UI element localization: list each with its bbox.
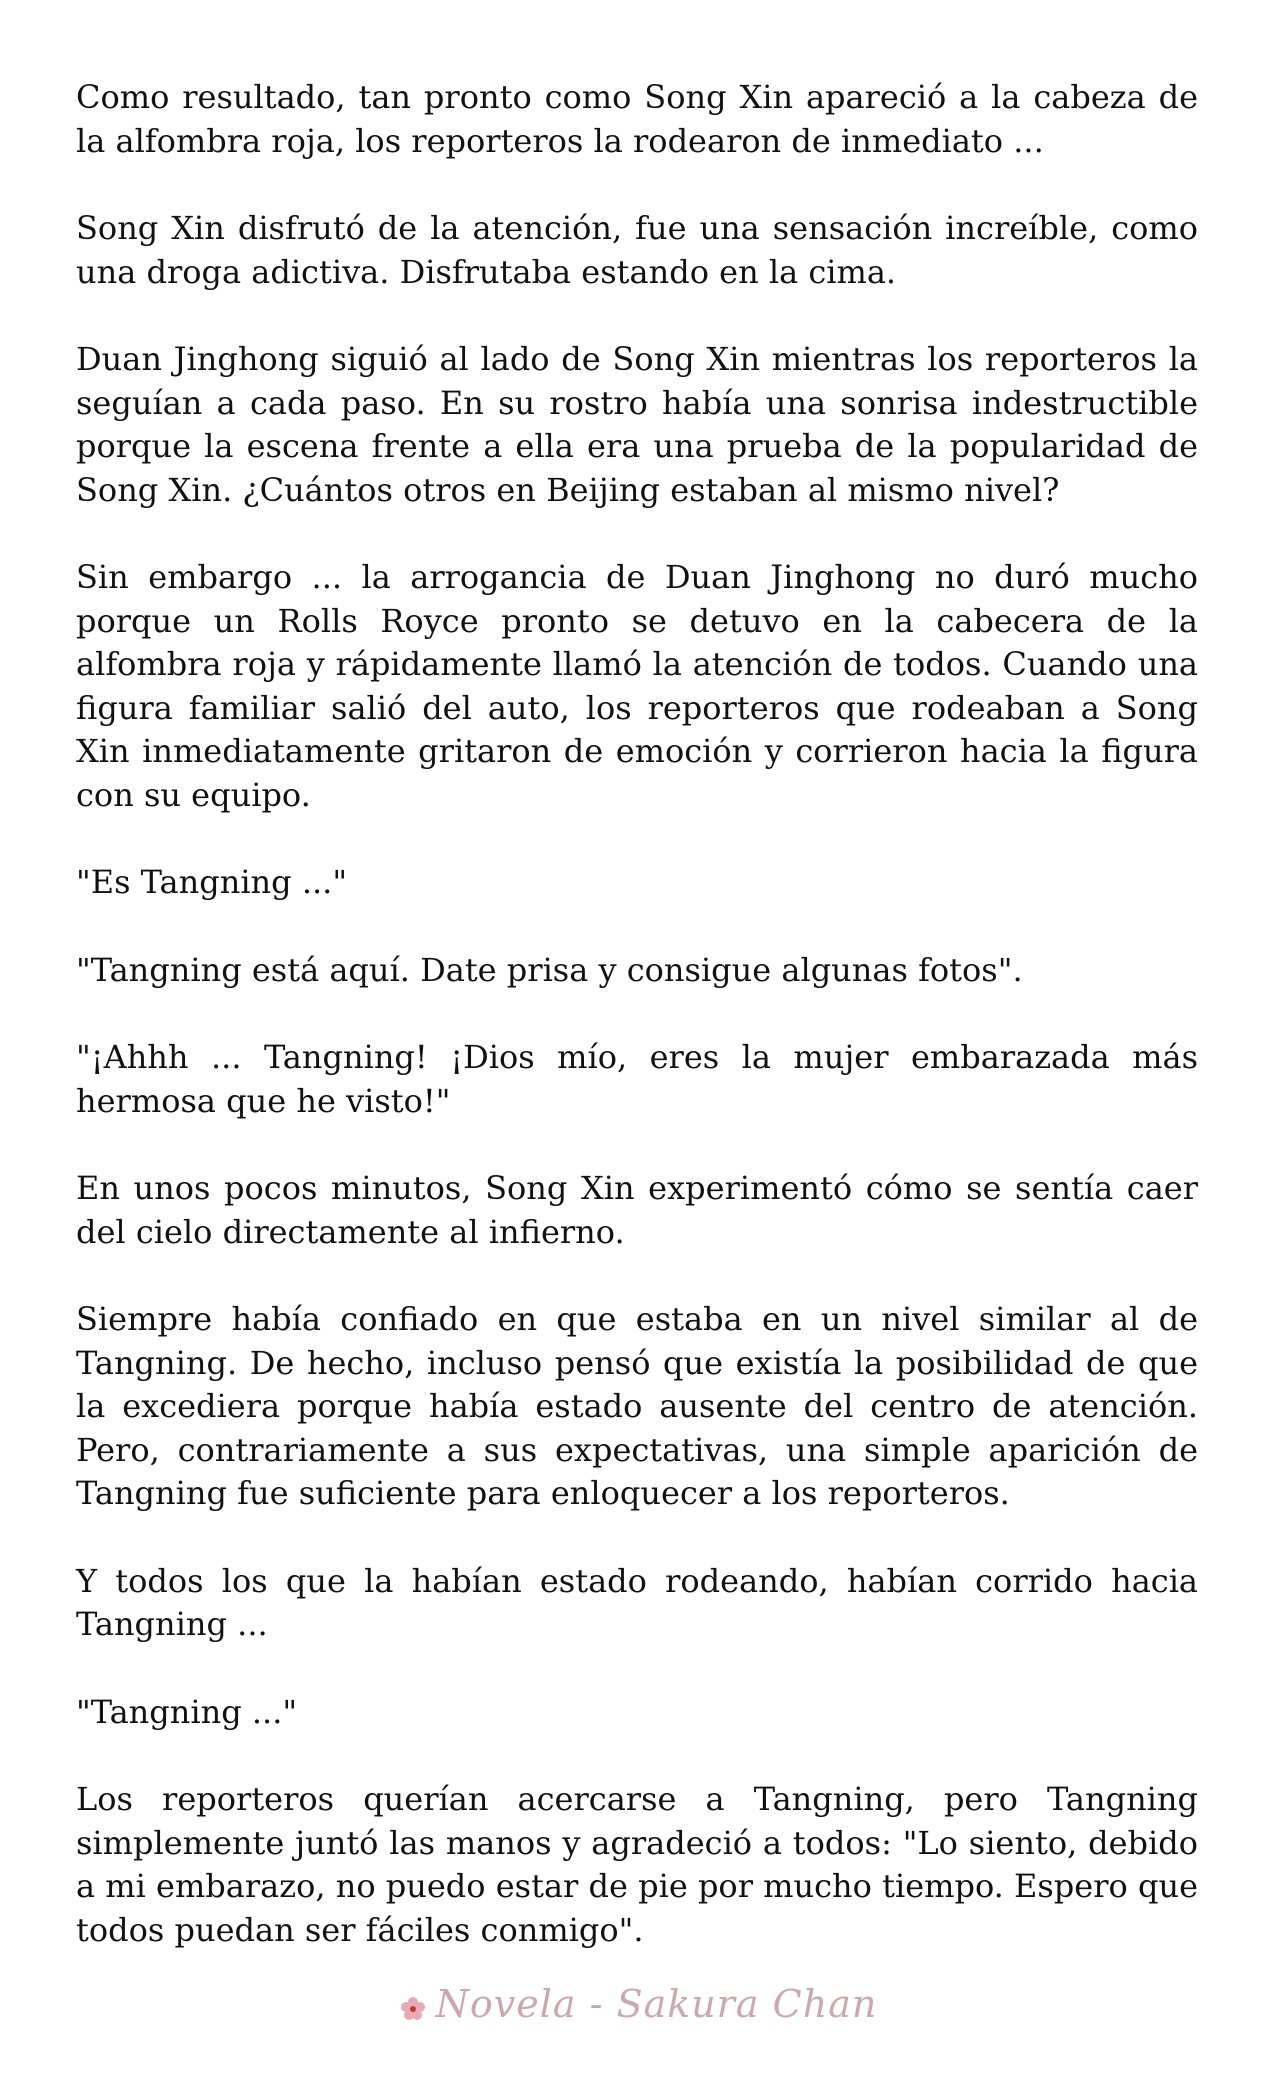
paragraph: "Tangning ..." xyxy=(76,1692,298,1731)
document-body xyxy=(76,76,1198,1952)
watermark-footer xyxy=(0,1982,1275,2026)
sakura-flower-icon xyxy=(398,1989,428,2019)
paragraph: "Tangning está aquí. Date prisa y consigue algunas fotos". xyxy=(76,950,1023,989)
paragraph: En unos pocos minutos, Song Xin experimentó cómo se sentía caer del cielo directamente al infierno. xyxy=(76,1169,1198,1251)
watermark-text: Novela - Sakura Chan xyxy=(435,1982,878,2026)
paragraph: Duan Jinghong siguió al lado de Song Xin mientras los reporteros la seguían a cada paso. En su rostro había una sonrisa indestructible porque la escena frente a ella era una prueba de la popularidad de Song Xin. ¿Cuántos otros en Beijing estaban al mismo nivel? xyxy=(76,340,1198,509)
paragraph: Sin embargo ... la arrogancia de Duan Jinghong no duró mucho porque un Rolls Royce pronto se detuvo en la cabecera de la alfombra roja y rápidamente llamó la atención de todos. Cuando una figura familiar salió del auto, los reporteros que rodeaban a Song Xin inmediatamente gritaron de emoción y corrieron hacia la figura con su equipo. xyxy=(76,558,1198,814)
paragraph: Song Xin disfrutó de la atención, fue una sensación increíble, como una droga adictiva. Disfrutaba estando en la cima. xyxy=(76,209,1198,291)
paragraph: Los reporteros querían acercarse a Tangning, pero Tangning simplemente juntó las manos y agradeció a todos: "Lo siento, debido a mi embarazo, no puedo estar de pie por mucho tiempo. Espero que todos puedan ser fáciles conmigo". xyxy=(76,1780,1198,1949)
paragraph: Siempre había confiado en que estaba en un nivel similar al de Tangning. De hecho, incluso pensó que existía la posibilidad de que la excediera porque había estado ausente del centro de atención. Pero, contrariamente a sus expectativas, una simple aparición de Tangning fue suficiente para enloquecer a los reporteros. xyxy=(76,1300,1198,1512)
paragraph: Y todos los que la habían estado rodeando, habían corrido hacia Tangning ... xyxy=(76,1561,1198,1643)
paragraph: "Es Tangning ..." xyxy=(76,863,348,901)
paragraph: "¡Ahhh ... Tangning! ¡Dios mío, eres la mujer embarazada más hermosa que he visto!" xyxy=(76,1038,1198,1120)
paragraph: Como resultado, tan pronto como Song Xin apareció a la cabeza de la alfombra roja, los reporteros la rodearon de inmediato ... xyxy=(76,78,1198,160)
